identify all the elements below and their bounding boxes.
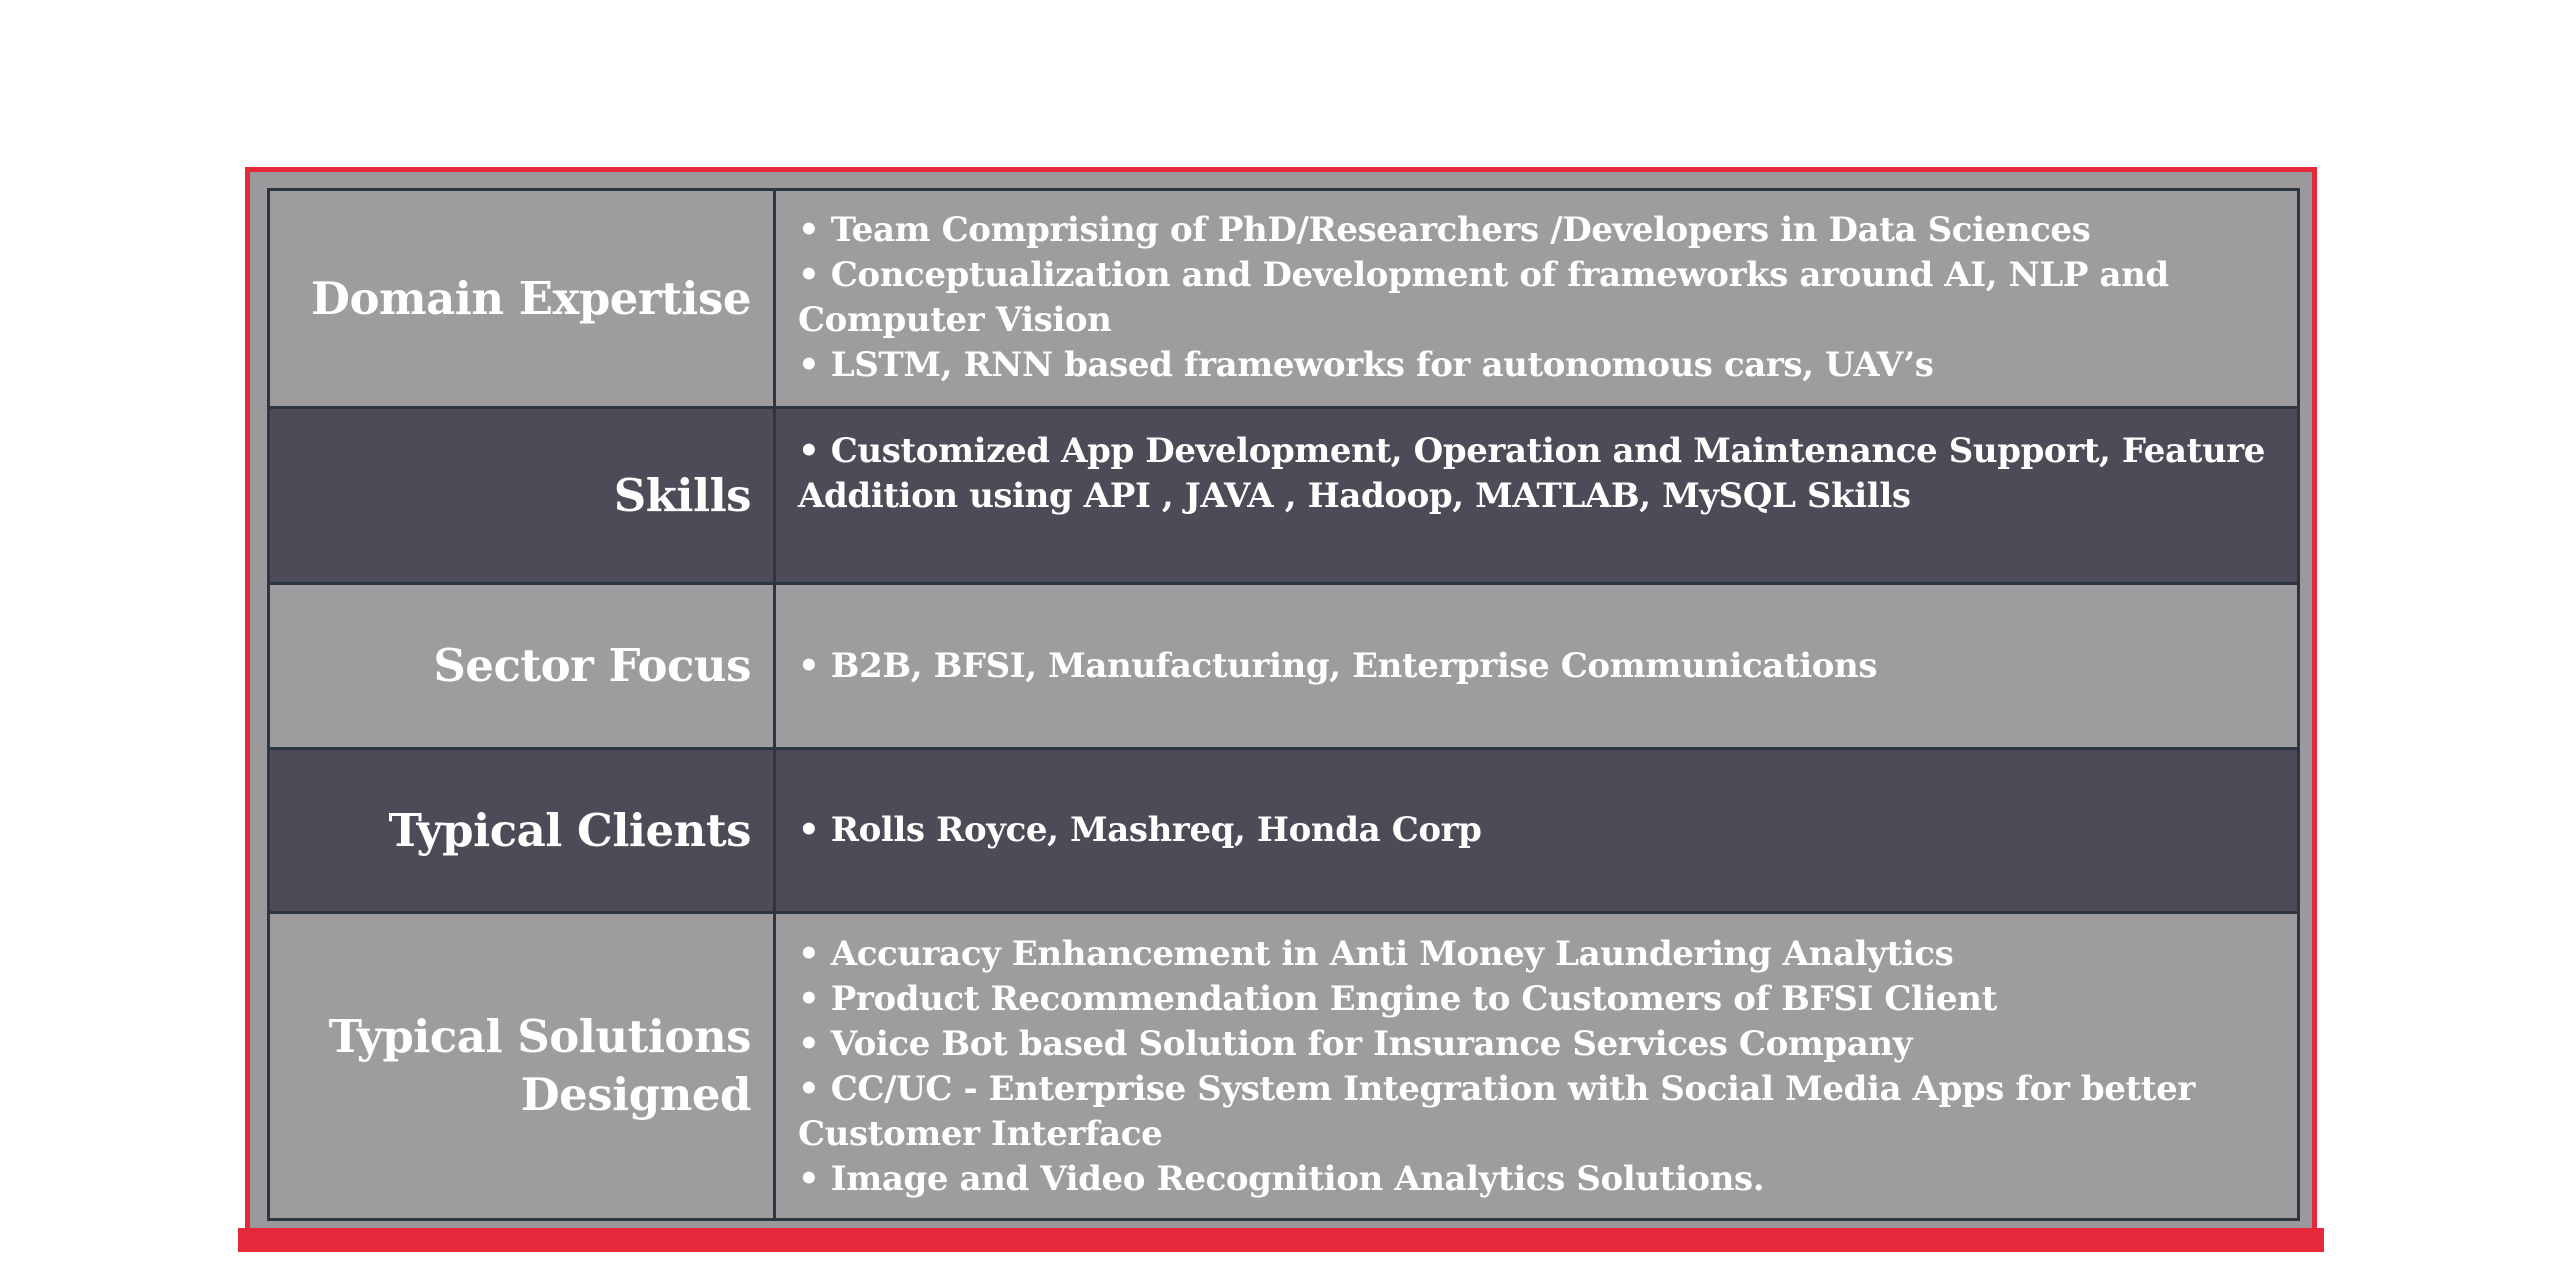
label-text: Skills (613, 468, 751, 522)
list-item: • CC/UC - Enterprise System Integration with Social Media Apps for better Customer Interface (798, 1069, 2195, 1154)
row-label-sector-focus (270, 585, 773, 747)
list-item: • Conceptualization and Development of frameworks around AI, NLP and Computer Vision (798, 255, 2169, 340)
label-text: Typical Solutions (328, 1010, 751, 1064)
list-item: • Image and Video Recognition Analytics Solutions. (798, 1159, 1765, 1199)
list-item: • Product Recommendation Engine to Customers of BFSI Client (798, 979, 1997, 1019)
row-label-typical-clients (270, 750, 773, 911)
row-content-sector-focus (776, 585, 2297, 747)
label-text: Typical Clients (388, 803, 751, 857)
row-content-skills (776, 409, 2297, 582)
row-label-typical-solutions (270, 914, 773, 1218)
row-label-skills (270, 409, 773, 582)
list-item: • Accuracy Enhancement in Anti Money Laundering Analytics (798, 934, 1954, 974)
bottom-accent-bar (238, 1228, 2324, 1252)
label-text: Domain Expertise (310, 271, 751, 325)
row-label-domain-expertise (270, 191, 773, 406)
list-item: • Voice Bot based Solution for Insurance Services Company (798, 1024, 1913, 1064)
list-item: • Customized App Development, Operation and Maintenance Support, Feature Addition using API , JAVA , Hadoop, MATLAB, MySQL Skills (798, 431, 2266, 516)
list-item: • LSTM, RNN based frameworks for autonomous cars, UAV’s (798, 345, 1934, 385)
row-content-domain-expertise (776, 191, 2297, 406)
row-content-typical-solutions (776, 914, 2297, 1218)
list-item: • Team Comprising of PhD/Researchers /Developers in Data Sciences (798, 210, 2091, 250)
list-item: • Rolls Royce, Mashreq, Honda Corp (798, 810, 1482, 850)
label-text: Sector Focus (433, 639, 751, 693)
label-text: Designed (520, 1068, 751, 1121)
row-content-typical-clients (776, 750, 2297, 911)
capabilities-table (267, 188, 2300, 1221)
list-item: • B2B, BFSI, Manufacturing, Enterprise Communications (798, 645, 1878, 686)
